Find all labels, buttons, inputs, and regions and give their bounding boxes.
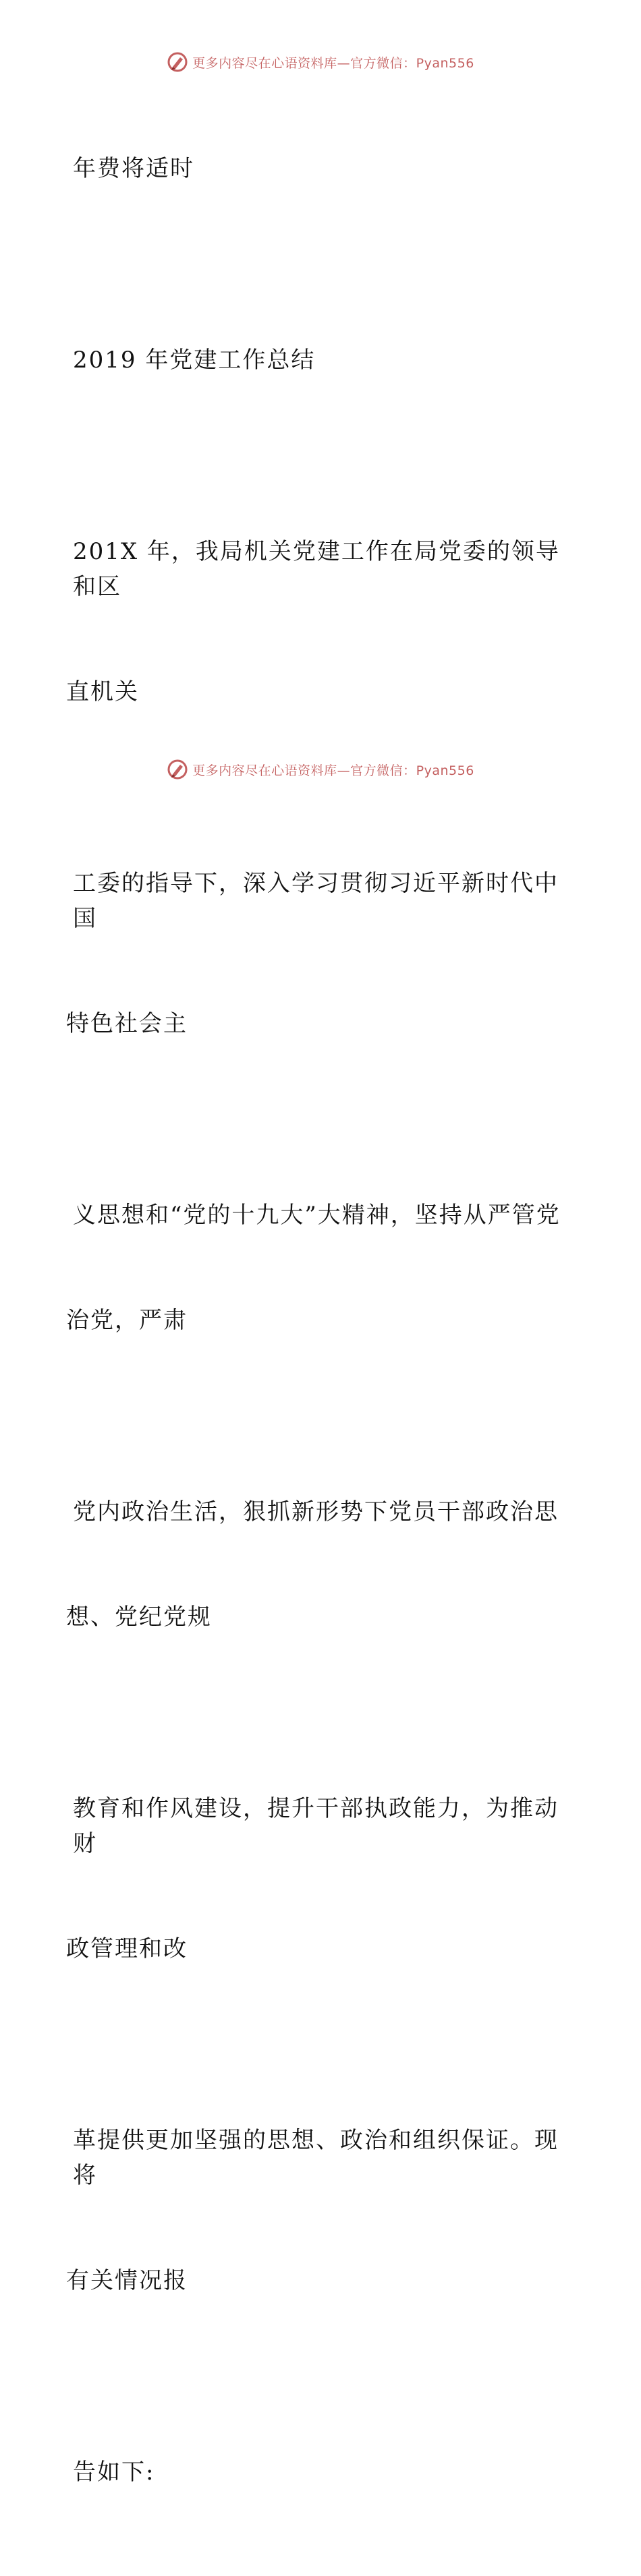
paragraph-line: 工委的指导下，深入学习贯彻习近平新时代中国 xyxy=(73,870,559,932)
section-title xyxy=(66,272,579,448)
paragraph xyxy=(66,81,579,256)
paragraph-line: 义思想和“党的十九大”大精神，坚持从严管党 xyxy=(73,1202,561,1229)
paragraph-line: 特色社会主 xyxy=(66,1010,188,1037)
paragraph-line: 革提供更加坚强的思想、政治和组织保证。现将 xyxy=(73,2127,559,2189)
paragraph-line: 党内政治生活，狠抓新形势下党员干部政治思 xyxy=(73,1498,559,1525)
watermark-text: 更多内容尽在心语资料库—官方微信：Pyan556 xyxy=(192,763,474,778)
pen-circle-icon xyxy=(167,759,188,780)
paragraph xyxy=(66,1128,579,1408)
paragraph-line: 治党，严肃 xyxy=(66,1307,188,1334)
paragraph-line: 2019 年党建工作总结 xyxy=(73,347,316,374)
paragraph xyxy=(66,1424,579,1705)
watermark-header xyxy=(0,49,641,76)
paragraph-line: 告如下: xyxy=(73,2459,155,2486)
paragraph-line: 教育和作风建设，提升干部执政能力，为推动财 xyxy=(73,1795,559,1857)
paragraph xyxy=(66,464,579,780)
document-body xyxy=(66,81,579,2576)
paragraph-line: 想、党纪党规 xyxy=(66,1604,212,1631)
paragraph-line: 有关情况报 xyxy=(66,2267,188,2294)
paragraph-line: 政管理和改 xyxy=(66,1935,188,1962)
paragraph xyxy=(66,2384,579,2560)
paragraph-line: 直机关 xyxy=(66,678,139,705)
paragraph xyxy=(66,1721,579,2037)
watermark-text: 更多内容尽在心语资料库—官方微信：Pyan556 xyxy=(192,55,474,71)
pen-circle-icon xyxy=(167,51,188,73)
paragraph-line: 201X 年，我局机关党建工作在局党委的领导和区 xyxy=(73,538,560,600)
paragraph-line: 年费将适时 xyxy=(73,155,194,182)
paragraph xyxy=(66,796,579,1111)
watermark-footer xyxy=(0,756,641,783)
paragraph xyxy=(66,2053,579,2368)
